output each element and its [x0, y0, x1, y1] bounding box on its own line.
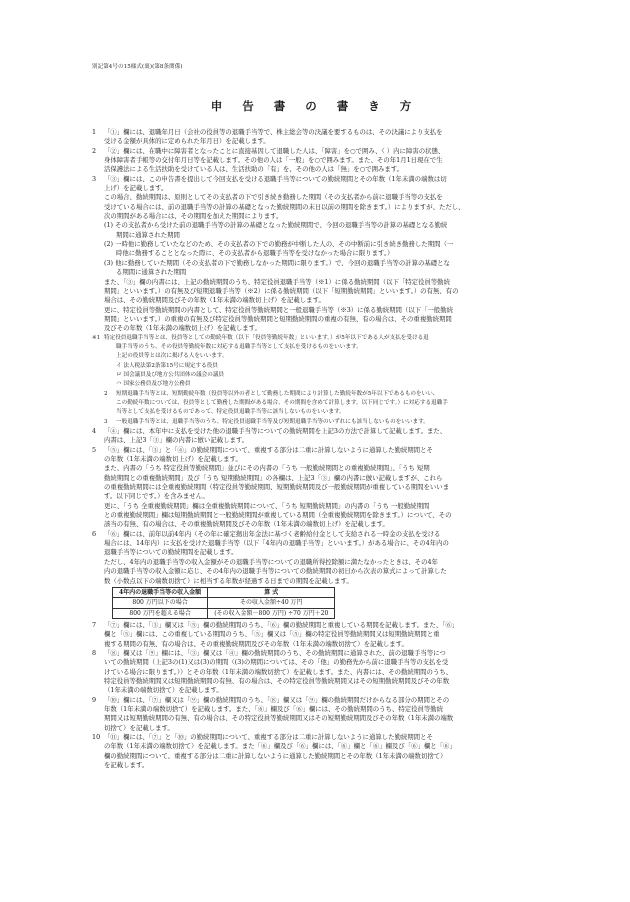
text-line — [92, 558, 542, 567]
line-text: ハ 国家公務員及び地方公務員 — [116, 381, 191, 388]
line-text: また、「③」欄の内書には、上記の勤続期間のうち、特定役員退職手当等（※1）に係る勤続期間（以下「特定役員等勤続 — [104, 277, 450, 286]
instructions-block-1 — [92, 128, 542, 586]
text-line — [92, 380, 542, 389]
text-line — [92, 156, 542, 165]
line-text: 当等として支払を受けるものであって、特定役員退職手当等に該当しないものをいいます。 — [116, 409, 345, 416]
text-line — [92, 677, 542, 686]
line-text: 期間」といいます。）の重複の有無及び特定役員等勤続期間と短期勤続期間の重複の有無、有の場合は、その重複勤続期間 — [104, 314, 452, 323]
text-line — [92, 137, 542, 146]
line-text: 特定役員等勤続期間又は短期勤続期間の有無、有の場合は、その特定役員等勤続期間又はその短期勤続期間及びその年数 — [104, 676, 450, 685]
line-text: 身体障害者手帳等の交付年月日等を記載します。その他の人は「一般」を○で囲みます。また、その年1月1日現在で生 — [104, 156, 443, 165]
line-text: 受けている場合には、前の退職手当等の計算の基礎となった勤続期間の末日以前の期間を除きます。）によりますが、ただし、 — [104, 202, 465, 211]
text-line — [92, 343, 542, 352]
table-cell: 800 万円以下の場合 — [113, 598, 208, 608]
line-text: を記載します。 — [104, 761, 149, 770]
text-line — [92, 640, 542, 649]
table-cell: (その収入金額－800 万円) ÷70 万円＋20 — [208, 608, 335, 618]
line-text: の年数（1年未満の端数切上げ）を記載します。 — [104, 455, 242, 464]
text-line — [92, 752, 542, 761]
table-row — [113, 598, 335, 608]
line-text: 「⑧」欄又は「⑨」欄には、「③」欄又は「④」欄の勤続期間のうち、その勤続期間に通算された、前の退職手当等につ — [104, 648, 446, 657]
line-text: 「⑦」欄には、「③」欄又は「⑤」欄の勤続期間のうち、「⑥」欄の勤続期間と重複している期間を記載します。また、「⑥」 — [104, 620, 459, 629]
table-cell: その収入金額÷40 万円 — [208, 598, 335, 608]
text-line — [92, 686, 542, 695]
text-line — [92, 492, 542, 501]
text-line — [92, 427, 542, 436]
line-text: 活保護法による生活扶助を受けている人は、生活扶助の「有」を、その他の人は「無」を○で囲みます。 — [104, 165, 404, 174]
text-line — [92, 399, 542, 408]
line-text: 短期退職手当等とは、短期勤続年数（役員等以外の者として勤務した期間により計算した勤続年数が5年以下であるものをいい、 — [116, 390, 439, 397]
text-line — [92, 231, 542, 240]
text-line — [92, 464, 542, 473]
item-number: 8 — [92, 648, 97, 657]
line-text: 内書は、上記3「③」欄の内書に倣い記載します。 — [104, 436, 249, 445]
item-number: 4 — [92, 427, 97, 435]
line-text: 欄と「⑤」欄には、この重複している期間のうち、「⑤」欄又は「⑤」欄の特定役員等勤続期間又は短期勤続期間と重 — [104, 630, 440, 639]
line-text: 「②」欄には、在職中に障害者となったことに直接基因して退職した人は、「障害」を○で囲み、（ ）内に障害の状態、 — [104, 146, 445, 155]
line-text: イ 法人税法第2条第15号に規定する役員 — [116, 362, 218, 369]
text-line — [92, 630, 542, 639]
line-text: 職手当等のうち、その役員等勤続年数に対応する退職手当等として支払を受けるものをいいます。 — [116, 343, 362, 350]
text-line — [92, 436, 542, 445]
line-text: 次の期間がある場合には、その期間を加えた期間によります。 — [104, 212, 283, 221]
line-text: 「⑤」欄には、「③」と「④」の勤続期間について、重複する部分は二重に計算しないように通算した勤続期間とそ — [104, 445, 433, 454]
item-number: 5 — [92, 445, 97, 454]
text-line — [92, 733, 542, 742]
text-line — [92, 315, 542, 324]
line-text: 期間」といいます。）の有無及び短期退職手当等（※2）に係る勤続期間（以下「短期勤続期間」といいます。）の有無、有の — [104, 286, 459, 295]
line-text: この場合、勤続期間は、原則としてその支払者の下で引き続き勤務した期間（その支払者から前に退職手当等の支払を — [104, 193, 443, 202]
text-line — [92, 240, 542, 249]
text-line — [92, 418, 542, 427]
text-line — [92, 577, 542, 586]
text-line — [92, 621, 542, 630]
line-text: 期間に通算された期間 — [116, 230, 180, 239]
item-number: 3 — [92, 174, 97, 183]
text-line — [92, 324, 542, 333]
line-text: す。以下同じです。）を含みません。 — [104, 492, 209, 501]
instructions-body — [92, 128, 542, 770]
text-line — [92, 658, 542, 667]
item-number: 7 — [92, 620, 97, 629]
table-row — [113, 608, 335, 618]
item-number: 2 — [92, 146, 97, 155]
item-number: 10 — [92, 733, 101, 741]
line-text: けている場合に限ります。））とその年数（1年未満の端数切捨て）を記載します。また、内書には、その勤続期間のうち、 — [104, 667, 453, 676]
line-text: 時他に勤務することとなった際に、その支払者から退職手当等を受けなかった場合に限ります。） — [116, 249, 394, 258]
line-text: 更に、特定役員等勤続期間の内書として、特定役員等勤続期間と一般退職手当等（※3）に係る勤続期間（以下「一般勤続 — [104, 305, 454, 314]
line-text: 及びその年数（1年未満の端数切上げ）を記載します。 — [104, 324, 261, 333]
line-text: 場合は、その勤続期間及びその年数（1年未満の端数切上げ）を記載します。 — [104, 296, 325, 305]
line-text: 「③」欄には、この申告書を提出して今回支払を受ける退職手当等についての勤続期間とその年数（1年未満の端数は切 — [104, 174, 447, 183]
line-text: 勤続期間との重複勤続期間」及び「うち 短期勤続期間」の各欄は、上記3「③」欄の内書に倣い記載しますが、これら — [104, 473, 443, 482]
line-text: (2) 一時他に勤務していたなどのため、その支払者の下での勤務が中断した人の、その中断前に引き続き勤務した期間（一 — [104, 240, 454, 249]
text-line — [92, 539, 542, 548]
line-text: 特定役員退職手当等とは、役員等としての勤続年数（以下「役員等勤続年数」といいます。）が5年以下である人が支払を受ける退 — [104, 334, 429, 341]
item-number: 2 — [104, 390, 108, 397]
income-formula-table — [112, 587, 335, 619]
line-text: 欄の勤続期間について、重複する部分は二重に計算しないように通算した勤続期間とその年数（1年未満の端数切捨て） — [104, 751, 447, 760]
line-text: （1年未満の端数切捨て）を記載します。 — [104, 686, 223, 695]
text-line — [92, 287, 542, 296]
document-title: 申 告 書 の 書 き 方 — [210, 99, 420, 113]
line-text: 一般退職手当等とは、退職手当等のうち、特定役員退職手当等及び短期退職手当等のいずれにも該当しないものをいいます。 — [116, 418, 429, 425]
line-text: 上げ）を記載します。 — [104, 184, 168, 193]
text-line — [92, 511, 542, 520]
text-line — [92, 193, 542, 202]
line-text: いての勤続期間（上記3の(1)又は(3)の期間（(3)の期間については、その「他」の勤務先から前に退職手当等の支払を受 — [104, 658, 449, 667]
text-line — [92, 278, 542, 287]
text-line — [92, 502, 542, 511]
line-text: 期間又は短期勤続期間の有無、有の場合は、その特定役員等勤続期間又はその短期勤続期間及びその年数（1年未満の端数 — [104, 714, 454, 723]
item-number: ※1 — [92, 334, 101, 341]
line-text: 「①」欄には、退職年月日（会社の役員等の退職手当等で、株主総会等の決議を要するものは、その決議により支払を — [104, 128, 443, 136]
line-text: 更に、「うち 全重複勤続期間」欄は全重複勤続期間について、「うち 短期勤続期間」の内書の「うち 一般勤続期間 — [104, 501, 430, 510]
text-line — [92, 296, 542, 305]
line-text: 年数（1年未満の端数切捨て）を記載します。また、「⑥」欄及び「⑥」欄には、その勤続期間のうち、特定役員等勤続 — [104, 704, 444, 713]
line-text: (1) その支払者から受けた前の退職手当等の計算の基礎となった勤続期間で、今回の退職手当等の計算の基礎となる勤続 — [104, 221, 448, 230]
text-line — [92, 649, 542, 658]
text-line — [92, 520, 542, 529]
line-text: また、内書の「うち 特定役員等勤続期間」並びにその内書の「うち 一般勤続期間との重複勤続期間」、「うち 短期 — [104, 464, 430, 473]
text-line — [92, 705, 542, 714]
table-cell: 800 万円を超える場合 — [113, 608, 208, 618]
text-line — [92, 742, 542, 751]
text-line — [92, 128, 542, 137]
line-text: 退職手当等についての勤続期間を記載します。 — [104, 548, 238, 557]
text-line — [92, 306, 542, 315]
instructions-block-2 — [92, 621, 542, 771]
text-line — [92, 203, 542, 212]
item-number: 9 — [92, 695, 97, 704]
table-header-cell: 4年内の退職手当等の収入金額 — [113, 587, 208, 597]
table-header-cell: 算 式 — [208, 587, 335, 597]
text-line — [92, 371, 542, 380]
form-identifier: 別記第4号の15様式(裏)(第8条関係) — [92, 64, 183, 70]
item-number: 1 — [92, 128, 97, 136]
text-line — [92, 175, 542, 184]
line-text: る期間に通算された期間 — [116, 268, 187, 277]
line-text: ロ 国会議員及び地方公共団体の議会の議員 — [116, 371, 225, 378]
text-line — [92, 249, 542, 258]
line-text: 「⑩」欄には、「⑦」欄又は「⑨」欄の勤続期間のうち、「⑧」欄又は「⑨」欄の勤続期間だけからなる部分の期間とその — [104, 695, 450, 704]
line-text: 「⑥」欄には、前年以前4年内（その年に確定拠出年金法に基づく老齢給付金として支給される一時金の支払を受ける — [104, 529, 441, 538]
table-header-row — [113, 587, 335, 597]
text-line — [92, 408, 542, 417]
text-line — [92, 362, 542, 371]
text-line — [92, 668, 542, 677]
text-line — [92, 352, 542, 361]
line-text: この勤続年数については、役員等として勤務した期間がある場合、その期間を含めて計算します。以下同じです。）に対応する退職手 — [116, 399, 448, 406]
text-line — [92, 548, 542, 557]
line-text: 内の退職手当等の収入金額に応じ、その4年内の退職手当等についての勤続期間の初日から次表の算式によって計算した — [104, 567, 447, 576]
line-text: 「④」欄には、本年中に支払を受けた他の退職手当等についての勤続期間を上記3の方法で計算して記載します。また、 — [104, 427, 447, 435]
text-line — [92, 696, 542, 705]
line-text: ただし、4年内の退職手当等の収入金額がその退職手当等についての退職所得控除額に満たなかったときは、その4年 — [104, 557, 438, 566]
line-text: 「⑪」欄には、「⑦」と「⑩」の勤続期間について、重複する部分は二重に計算しないように通算した勤続期間とそ — [104, 733, 433, 741]
text-line — [92, 390, 542, 399]
text-line — [92, 567, 542, 576]
text-line — [92, 714, 542, 723]
text-line — [92, 147, 542, 156]
text-line — [92, 483, 542, 492]
line-text: (3) 他に勤務していた期間（その支払者の下で勤務しなかった期間に限ります。）で、今回の退職手当等の計算の基礎とな — [104, 258, 450, 267]
line-text: 複する期間の有無、有の場合は、その重複勤続期間及びその年数（1年未満の端数切捨て）を記載します。 — [104, 639, 408, 648]
text-line — [92, 446, 542, 455]
item-number: 6 — [92, 529, 97, 538]
line-text: 受ける金額が具体的に定められた年月日）を記載します。 — [104, 137, 270, 146]
line-text: との重複勤続期間」欄は短期勤続期間と一般勤続期間が重複している期間（全重複勤続期間を除きます。）について、その — [104, 511, 452, 520]
line-text: 該当の有無、有の場合は、その重複勤続期間及びその年数（1年未満の端数切上げ）を記載します。 — [104, 520, 389, 529]
text-line — [92, 268, 542, 277]
line-text: 切捨て）を記載します。 — [104, 723, 174, 732]
line-text: 数（小数点以下の端数切捨て）に相当する年数が経過する日までの期間を記載します。 — [104, 576, 353, 585]
text-line — [92, 165, 542, 174]
text-line — [92, 455, 542, 464]
text-line — [92, 212, 542, 221]
line-text: の重複勤続期間には全重複勤続期間（特定役員等勤続期間、短期勤続期間及び一般勤続期間が重複している期間をいいま — [104, 483, 450, 492]
line-text: の年数（1年未満の端数切捨て）を記載します。また「⑥」欄及び「⑥」欄には、「⑥」欄と「⑥」欄及び「⑥」欄と「⑥」 — [104, 742, 456, 751]
line-text: 場合には、14年内）に支払を受けた退職手当等（以下「4年内の退職手当等」といいます。）がある場合に、その4年内の — [104, 539, 449, 548]
text-line — [92, 530, 542, 539]
item-number: 3 — [104, 418, 108, 425]
text-line — [92, 474, 542, 483]
text-line — [92, 334, 542, 343]
text-line — [92, 724, 542, 733]
line-text: 上記の役員等とは次に掲げる人をいいます。 — [116, 353, 228, 360]
text-line — [92, 184, 542, 193]
text-line — [92, 259, 542, 268]
text-line — [92, 761, 542, 770]
text-line — [92, 221, 542, 230]
